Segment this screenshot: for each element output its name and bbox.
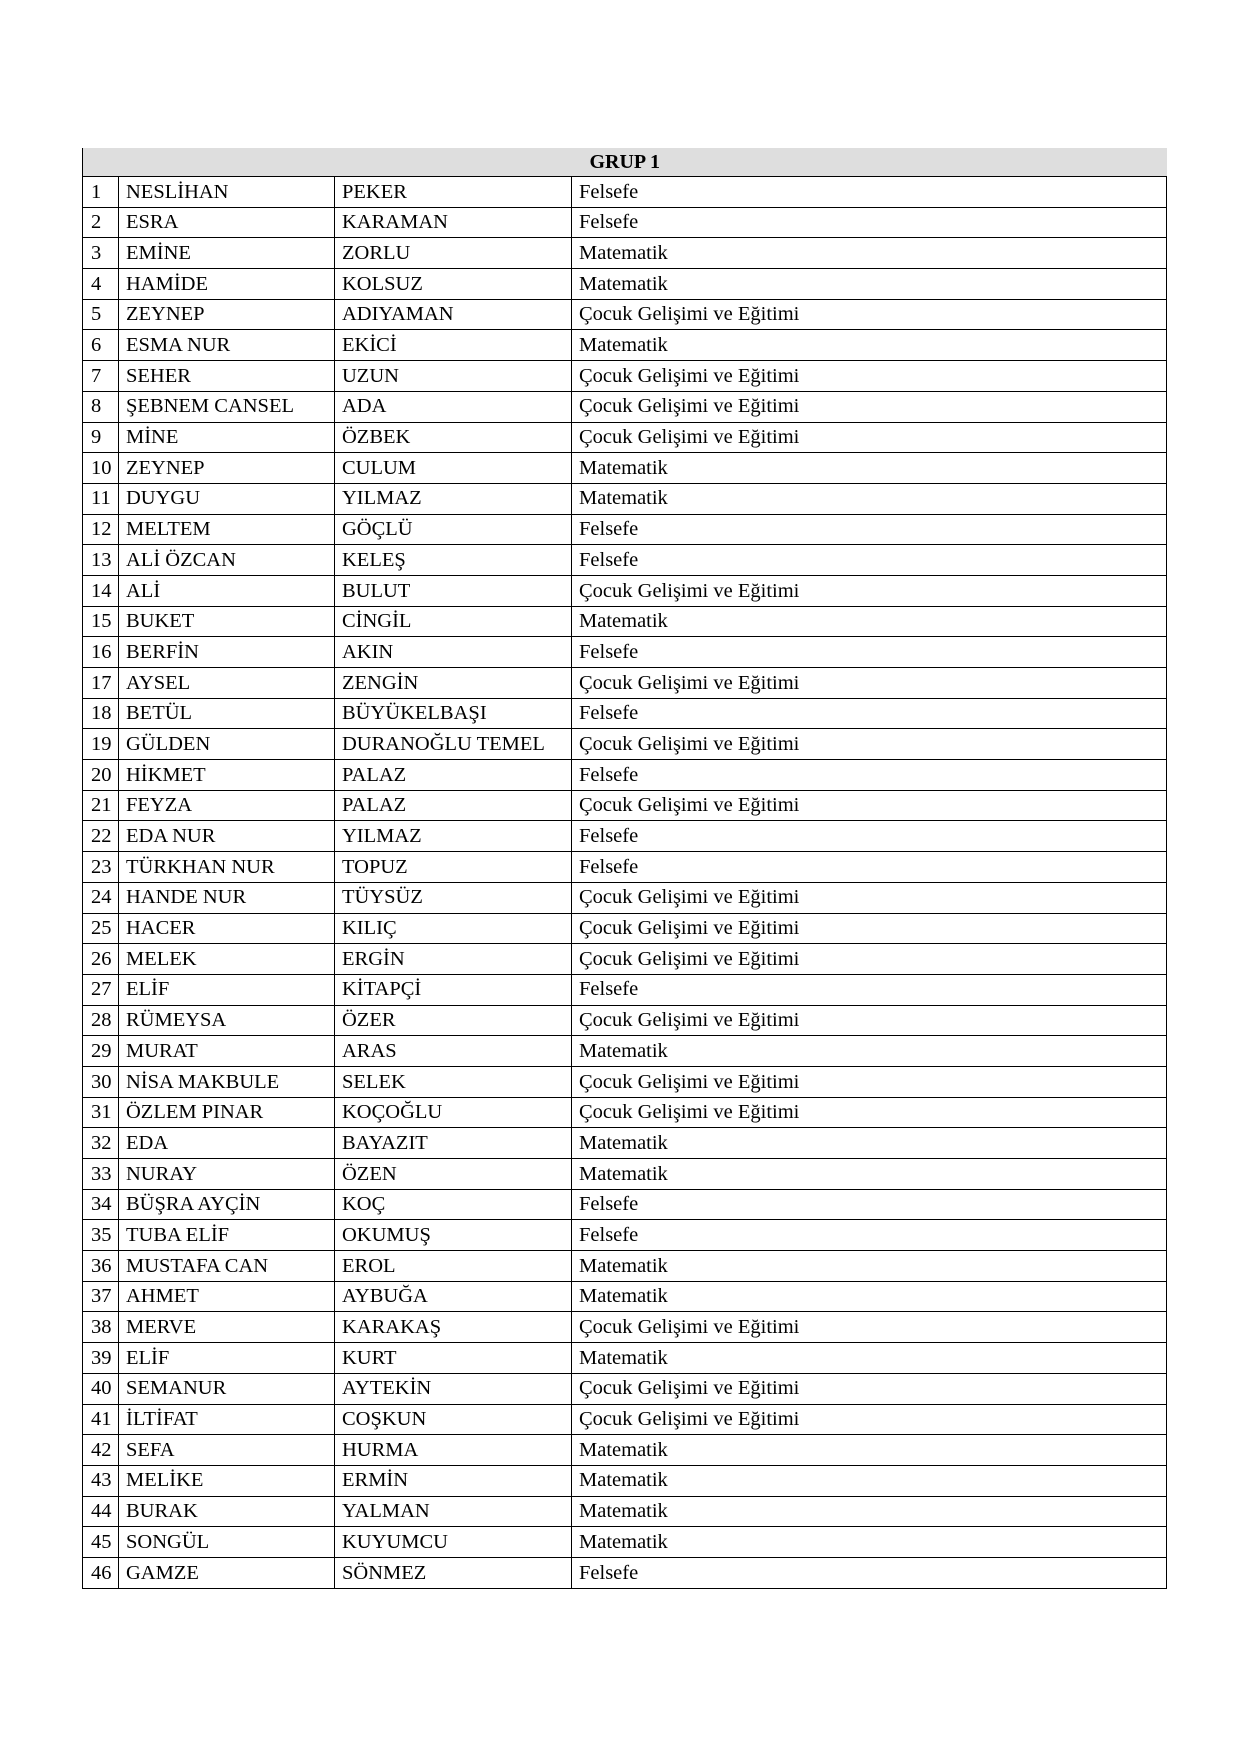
first-name: ALİ (119, 575, 335, 606)
last-name: YALMAN (335, 1496, 572, 1527)
department: Matematik (572, 1251, 1167, 1282)
table-row (83, 637, 1167, 668)
row-number: 45 (83, 1527, 119, 1558)
last-name: ADA (335, 391, 572, 422)
table-row (83, 668, 1167, 699)
table-row (83, 269, 1167, 300)
row-number: 2 (83, 207, 119, 238)
row-number: 28 (83, 1005, 119, 1036)
first-name: AYSEL (119, 668, 335, 699)
department: Felsefe (572, 698, 1167, 729)
first-name: BURAK (119, 1496, 335, 1527)
last-name: PEKER (335, 177, 572, 208)
last-name: ÖZEN (335, 1159, 572, 1190)
department: Matematik (572, 238, 1167, 269)
department: Çocuk Gelişimi ve Eğitimi (572, 882, 1167, 913)
row-number: 39 (83, 1343, 119, 1374)
department: Matematik (572, 330, 1167, 361)
first-name: MELİKE (119, 1465, 335, 1496)
last-name: KOLSUZ (335, 269, 572, 300)
row-number: 26 (83, 944, 119, 975)
department: Çocuk Gelişimi ve Eğitimi (572, 1097, 1167, 1128)
table-row (83, 1097, 1167, 1128)
last-name: KILIÇ (335, 913, 572, 944)
first-name: SEHER (119, 361, 335, 392)
table-row (83, 1312, 1167, 1343)
first-name: MELEK (119, 944, 335, 975)
first-name: HANDE NUR (119, 882, 335, 913)
department: Çocuk Gelişimi ve Eğitimi (572, 913, 1167, 944)
table-row (83, 361, 1167, 392)
table-row (83, 1036, 1167, 1067)
last-name: EROL (335, 1251, 572, 1282)
row-number: 6 (83, 330, 119, 361)
table-row (83, 1343, 1167, 1374)
department: Çocuk Gelişimi ve Eğitimi (572, 1404, 1167, 1435)
last-name: ÖZER (335, 1005, 572, 1036)
first-name: NESLİHAN (119, 177, 335, 208)
last-name: ADIYAMAN (335, 299, 572, 330)
first-name: EMİNE (119, 238, 335, 269)
department: Felsefe (572, 545, 1167, 576)
department: Çocuk Gelişimi ve Eğitimi (572, 668, 1167, 699)
first-name: NİSA MAKBULE (119, 1066, 335, 1097)
last-name: BÜYÜKELBAŞI (335, 698, 572, 729)
table-row (83, 1066, 1167, 1097)
first-name: HİKMET (119, 760, 335, 791)
table-row (83, 882, 1167, 913)
row-number: 37 (83, 1281, 119, 1312)
department: Çocuk Gelişimi ve Eğitimi (572, 1312, 1167, 1343)
last-name: OKUMUŞ (335, 1220, 572, 1251)
table-row (83, 1496, 1167, 1527)
row-number: 35 (83, 1220, 119, 1251)
last-name: KARAMAN (335, 207, 572, 238)
table-row (83, 177, 1167, 208)
department: Felsefe (572, 637, 1167, 668)
row-number: 36 (83, 1251, 119, 1282)
last-name: AYTEKİN (335, 1373, 572, 1404)
last-name: COŞKUN (335, 1404, 572, 1435)
department: Çocuk Gelişimi ve Eğitimi (572, 1005, 1167, 1036)
department: Felsefe (572, 1189, 1167, 1220)
first-name: BERFİN (119, 637, 335, 668)
row-number: 46 (83, 1557, 119, 1588)
table-row (83, 453, 1167, 484)
table-row (83, 944, 1167, 975)
first-name: ELİF (119, 1343, 335, 1374)
table-row (83, 913, 1167, 944)
last-name: ZORLU (335, 238, 572, 269)
group-title: GRUP 1 (83, 148, 1167, 177)
row-number: 27 (83, 974, 119, 1005)
first-name: SONGÜL (119, 1527, 335, 1558)
last-name: TÜYSÜZ (335, 882, 572, 913)
table-row (83, 821, 1167, 852)
department: Çocuk Gelişimi ve Eğitimi (572, 299, 1167, 330)
row-number: 21 (83, 790, 119, 821)
department: Çocuk Gelişimi ve Eğitimi (572, 361, 1167, 392)
row-number: 9 (83, 422, 119, 453)
row-number: 12 (83, 514, 119, 545)
last-name: KOÇ (335, 1189, 572, 1220)
table-row (83, 1189, 1167, 1220)
table-row (83, 207, 1167, 238)
first-name: BETÜL (119, 698, 335, 729)
last-name: ARAS (335, 1036, 572, 1067)
row-number: 22 (83, 821, 119, 852)
first-name: HAMİDE (119, 269, 335, 300)
first-name: ZEYNEP (119, 299, 335, 330)
first-name: TÜRKHAN NUR (119, 852, 335, 883)
table-row (83, 790, 1167, 821)
table-row (83, 1220, 1167, 1251)
row-number: 24 (83, 882, 119, 913)
row-number: 23 (83, 852, 119, 883)
last-name: KURT (335, 1343, 572, 1374)
last-name: ERMİN (335, 1465, 572, 1496)
table-row (83, 1465, 1167, 1496)
first-name: ESRA (119, 207, 335, 238)
table-row (83, 852, 1167, 883)
table-row (83, 760, 1167, 791)
last-name: UZUN (335, 361, 572, 392)
row-number: 7 (83, 361, 119, 392)
department: Çocuk Gelişimi ve Eğitimi (572, 729, 1167, 760)
department: Çocuk Gelişimi ve Eğitimi (572, 422, 1167, 453)
table-row (83, 606, 1167, 637)
last-name: KARAKAŞ (335, 1312, 572, 1343)
row-number: 1 (83, 177, 119, 208)
first-name: DUYGU (119, 483, 335, 514)
row-number: 11 (83, 483, 119, 514)
first-name: ESMA NUR (119, 330, 335, 361)
last-name: YILMAZ (335, 821, 572, 852)
first-name: GAMZE (119, 1557, 335, 1588)
first-name: EDA NUR (119, 821, 335, 852)
first-name: SEMANUR (119, 1373, 335, 1404)
row-number: 33 (83, 1159, 119, 1190)
table-row (83, 1128, 1167, 1159)
department: Çocuk Gelişimi ve Eğitimi (572, 944, 1167, 975)
first-name: MELTEM (119, 514, 335, 545)
department: Matematik (572, 1496, 1167, 1527)
department: Felsefe (572, 974, 1167, 1005)
last-name: KELEŞ (335, 545, 572, 576)
department: Felsefe (572, 1220, 1167, 1251)
row-number: 31 (83, 1097, 119, 1128)
first-name: ALİ ÖZCAN (119, 545, 335, 576)
last-name: YILMAZ (335, 483, 572, 514)
first-name: MUSTAFA CAN (119, 1251, 335, 1282)
last-name: KİTAPÇİ (335, 974, 572, 1005)
last-name: DURANOĞLU TEMEL (335, 729, 572, 760)
department: Çocuk Gelişimi ve Eğitimi (572, 575, 1167, 606)
row-number: 17 (83, 668, 119, 699)
row-number: 42 (83, 1435, 119, 1466)
department: Matematik (572, 1128, 1167, 1159)
department: Matematik (572, 269, 1167, 300)
last-name: SELEK (335, 1066, 572, 1097)
department: Çocuk Gelişimi ve Eğitimi (572, 1373, 1167, 1404)
table-row (83, 299, 1167, 330)
row-number: 43 (83, 1465, 119, 1496)
table-row (83, 330, 1167, 361)
department: Çocuk Gelişimi ve Eğitimi (572, 1066, 1167, 1097)
row-number: 25 (83, 913, 119, 944)
last-name: AKIN (335, 637, 572, 668)
last-name: ERGİN (335, 944, 572, 975)
table-row (83, 1404, 1167, 1435)
table-row (83, 1251, 1167, 1282)
table-row (83, 1005, 1167, 1036)
table-row (83, 974, 1167, 1005)
row-number: 13 (83, 545, 119, 576)
department: Matematik (572, 606, 1167, 637)
last-name: EKİCİ (335, 330, 572, 361)
table-row (83, 545, 1167, 576)
department: Matematik (572, 1343, 1167, 1374)
row-number: 29 (83, 1036, 119, 1067)
first-name: MİNE (119, 422, 335, 453)
first-name: RÜMEYSA (119, 1005, 335, 1036)
last-name: ÖZBEK (335, 422, 572, 453)
last-name: HURMA (335, 1435, 572, 1466)
first-name: İLTİFAT (119, 1404, 335, 1435)
row-number: 34 (83, 1189, 119, 1220)
department: Matematik (572, 1527, 1167, 1558)
row-number: 16 (83, 637, 119, 668)
table-row (83, 698, 1167, 729)
first-name: MERVE (119, 1312, 335, 1343)
row-number: 10 (83, 453, 119, 484)
last-name: TOPUZ (335, 852, 572, 883)
row-number: 41 (83, 1404, 119, 1435)
department: Çocuk Gelişimi ve Eğitimi (572, 790, 1167, 821)
group-roster-table (82, 148, 1167, 1589)
first-name: NURAY (119, 1159, 335, 1190)
department: Felsefe (572, 1557, 1167, 1588)
table-row (83, 391, 1167, 422)
table-row (83, 422, 1167, 453)
department: Matematik (572, 1159, 1167, 1190)
row-number: 44 (83, 1496, 119, 1527)
first-name: ZEYNEP (119, 453, 335, 484)
row-number: 38 (83, 1312, 119, 1343)
department: Matematik (572, 1281, 1167, 1312)
last-name: PALAZ (335, 790, 572, 821)
roster-body (83, 177, 1167, 1589)
department: Felsefe (572, 514, 1167, 545)
first-name: ELİF (119, 974, 335, 1005)
first-name: BUKET (119, 606, 335, 637)
first-name: EDA (119, 1128, 335, 1159)
first-name: HACER (119, 913, 335, 944)
last-name: CİNGİL (335, 606, 572, 637)
row-number: 20 (83, 760, 119, 791)
department: Matematik (572, 1435, 1167, 1466)
row-number: 18 (83, 698, 119, 729)
row-number: 4 (83, 269, 119, 300)
table-row (83, 483, 1167, 514)
last-name: ZENGİN (335, 668, 572, 699)
first-name: SEFA (119, 1435, 335, 1466)
table-row (83, 1527, 1167, 1558)
table-row (83, 514, 1167, 545)
first-name: ŞEBNEM CANSEL (119, 391, 335, 422)
table-row (83, 575, 1167, 606)
department: Matematik (572, 453, 1167, 484)
group-header-row (83, 148, 1167, 177)
table-row (83, 1435, 1167, 1466)
department: Felsefe (572, 760, 1167, 791)
department: Felsefe (572, 207, 1167, 238)
row-number: 40 (83, 1373, 119, 1404)
table-row (83, 1281, 1167, 1312)
last-name: CULUM (335, 453, 572, 484)
last-name: SÖNMEZ (335, 1557, 572, 1588)
department: Matematik (572, 1036, 1167, 1067)
table-row (83, 238, 1167, 269)
row-number: 32 (83, 1128, 119, 1159)
department: Matematik (572, 483, 1167, 514)
last-name: KOÇOĞLU (335, 1097, 572, 1128)
department: Felsefe (572, 821, 1167, 852)
first-name: TUBA ELİF (119, 1220, 335, 1251)
department: Matematik (572, 1465, 1167, 1496)
last-name: BULUT (335, 575, 572, 606)
first-name: AHMET (119, 1281, 335, 1312)
last-name: BAYAZIT (335, 1128, 572, 1159)
first-name: FEYZA (119, 790, 335, 821)
row-number: 8 (83, 391, 119, 422)
row-number: 19 (83, 729, 119, 760)
row-number: 3 (83, 238, 119, 269)
department: Çocuk Gelişimi ve Eğitimi (572, 391, 1167, 422)
row-number: 15 (83, 606, 119, 637)
row-number: 30 (83, 1066, 119, 1097)
first-name: MURAT (119, 1036, 335, 1067)
last-name: KUYUMCU (335, 1527, 572, 1558)
first-name: ÖZLEM PINAR (119, 1097, 335, 1128)
last-name: AYBUĞA (335, 1281, 572, 1312)
last-name: GÖÇLÜ (335, 514, 572, 545)
first-name: GÜLDEN (119, 729, 335, 760)
row-number: 5 (83, 299, 119, 330)
table-row (83, 1373, 1167, 1404)
last-name: PALAZ (335, 760, 572, 791)
row-number: 14 (83, 575, 119, 606)
table-row (83, 1557, 1167, 1588)
department: Felsefe (572, 177, 1167, 208)
first-name: BÜŞRA AYÇİN (119, 1189, 335, 1220)
department: Felsefe (572, 852, 1167, 883)
table-row (83, 1159, 1167, 1190)
table-row (83, 729, 1167, 760)
